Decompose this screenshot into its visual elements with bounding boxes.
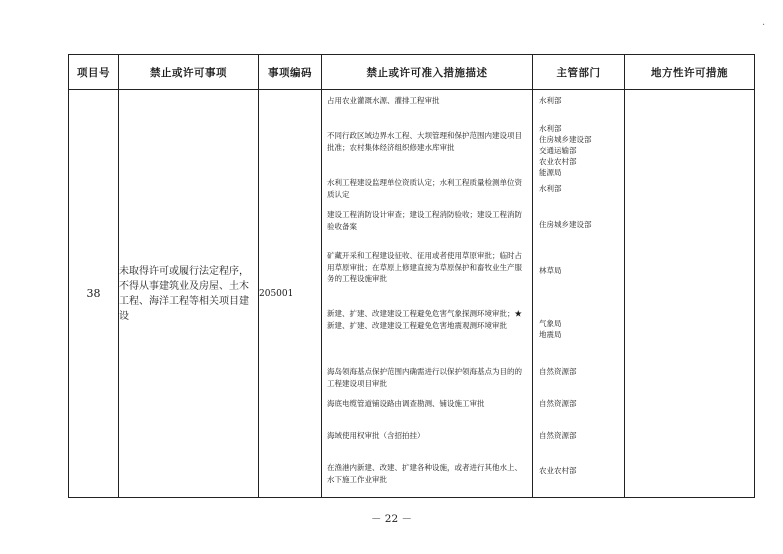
measure-description: 占用农业灌溉水源、灌排工程审批 — [327, 96, 440, 105]
header-code: 事项编码 — [259, 55, 322, 90]
measure-description: 水利工程建设监理单位资质认定；水利工程质量检测单位资质认定 — [327, 178, 522, 199]
measure-department: 林草局 — [539, 266, 562, 275]
measure-department: 水利部 — [539, 184, 562, 193]
measure-department: 水利部 — [539, 96, 562, 105]
table-header-row — [69, 55, 755, 90]
header-measures: 禁止或许可准入措施描述 — [322, 55, 533, 90]
measure-description: 新建、扩建、改建建设工程避免危害气象探测环境审批；★新建、扩建、改建建设工程避免危害地震观测环境审批 — [327, 309, 522, 330]
measure-department: 水利部 住房城乡建设部 交通运输部 农业农村部 能源局 — [539, 124, 592, 177]
permit-table — [68, 54, 755, 498]
measure-description: 海岛领海基点保护范围内确需进行以保护领海基点为目的的工程建设项目审批 — [327, 367, 522, 388]
header-department: 主管部门 — [533, 55, 625, 90]
measure-department: 气象局 地震局 — [539, 319, 562, 339]
table-row — [69, 90, 755, 498]
measure-department: 自然资源部 — [539, 399, 577, 408]
row-number: 38 — [69, 90, 119, 498]
departments-cell — [533, 90, 625, 498]
measure-description: 建设工程消防设计审查；建设工程消防验收；建设工程消防验收备案 — [327, 210, 522, 231]
corner-mark: · — [762, 20, 766, 31]
measures-cell — [322, 90, 533, 498]
measure-description: 不同行政区域边界水工程、大坝管理和保护范围内建设项目批准；农村集体经济组织修建水库审批 — [327, 131, 522, 152]
header-item: 禁止或许可事项 — [119, 55, 259, 90]
measure-department: 住房城乡建设部 — [539, 220, 592, 229]
measure-department: 农业农村部 — [539, 466, 577, 475]
row-item: 未取得许可或履行法定程序，不得从事建筑业及房屋、土木工程、海洋工程等相关项目建设 — [119, 90, 259, 498]
measure-department: 自然资源部 — [539, 431, 577, 440]
measure-description: 海底电缆管道铺设路由调查勘测、铺设施工审批 — [327, 399, 485, 408]
page-number: － 22 － — [370, 513, 413, 525]
measure-description: 在渔港内新建、改建、扩建各种设施，或者进行其他水上、水下施工作业审批 — [327, 463, 522, 484]
measure-description: 海域使用权审批（含招拍挂） — [327, 431, 425, 440]
header-local-measures: 地方性许可措施 — [625, 55, 755, 90]
header-project-number: 项目号 — [69, 55, 119, 90]
measure-description: 矿藏开采和工程建设征收、征用或者使用草原审批；临时占用草原审批；在草原上修建直接为草原保护和畜牧业生产服务的工程设施审批 — [327, 251, 522, 283]
local-measures-cell — [625, 90, 755, 498]
measure-department: 自然资源部 — [539, 367, 577, 376]
row-code: 205001 — [259, 90, 322, 498]
